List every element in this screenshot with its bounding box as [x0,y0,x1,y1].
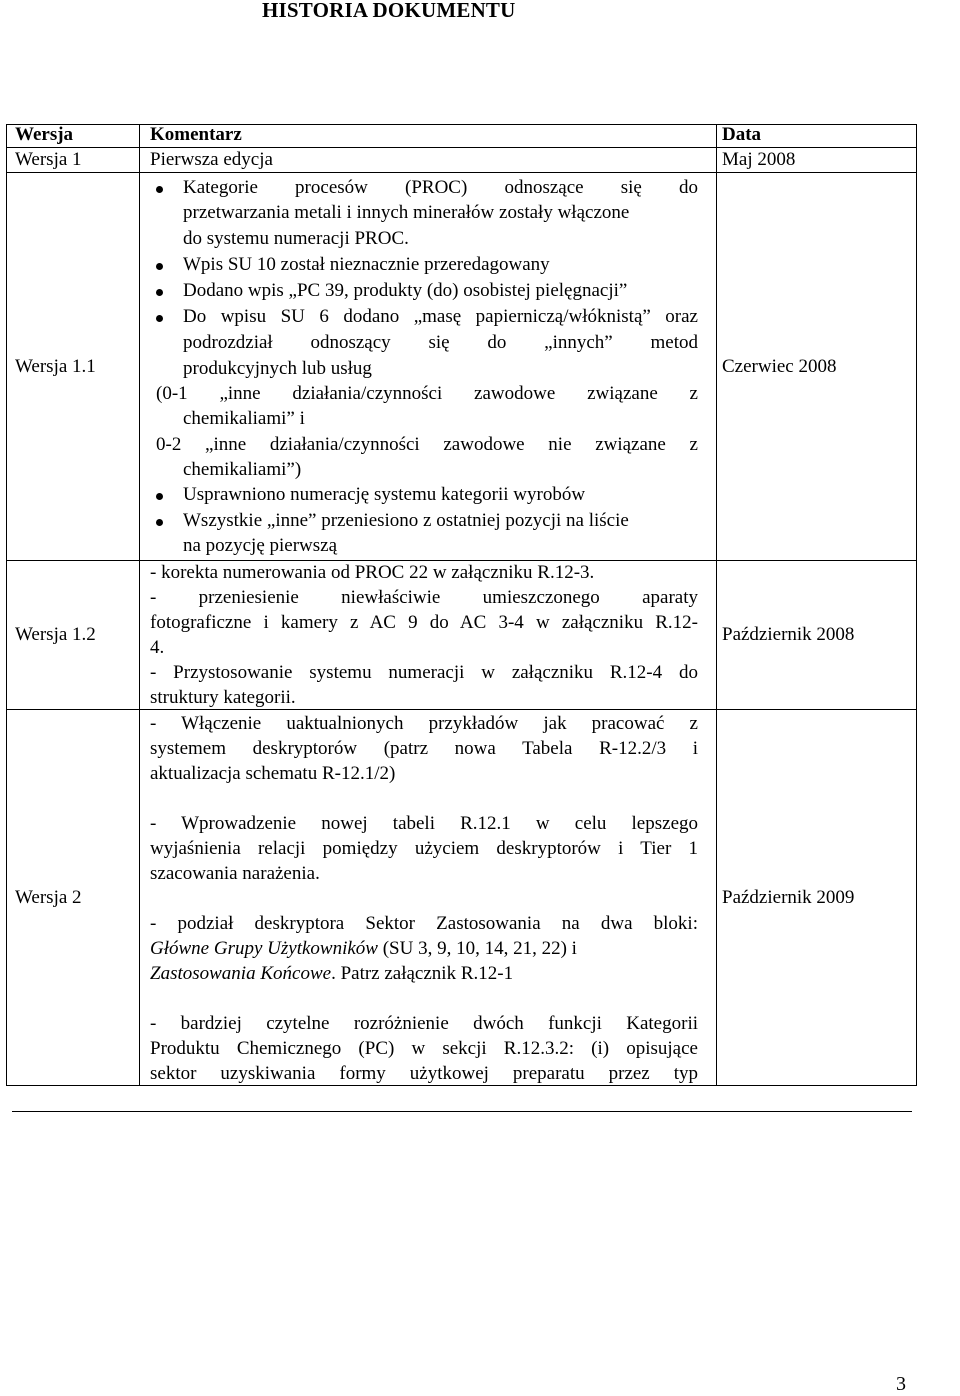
version-cell: Wersja 1.1 [15,356,96,377]
bullet-icon [156,289,163,296]
comment-line: Zastosowania Końcowe. Patrz załącznik R.12-1 [150,963,514,984]
comment-line: - Przystosowanie systemu numeracji w załączniku R.12-4 do [150,662,698,683]
date-cell: Październik 2008 [722,624,855,645]
comment-line: wyjaśnienia relacji pomiędzy użyciem deskryptorów i Tier 1 [150,838,698,859]
date-cell: Październik 2009 [722,887,855,908]
comment-line: szacowania narażenia. [150,863,320,884]
bullet-icon [156,263,163,270]
comment-line: na pozycję pierwszą [183,535,338,556]
comment-line: Pierwsza edycja [150,149,273,170]
comment-line: sektor uzyskiwania formy użytkowej preparatu przez typ [150,1063,698,1084]
bullet-icon [156,186,163,193]
comment-line: Do wpisu SU 6 dodano „masę papierniczą/włóknistą” oraz [183,306,698,327]
date-cell: Czerwiec 2008 [722,356,837,377]
comment-line: Usprawniono numerację systemu kategorii wyrobów [183,484,586,505]
header-date: Data [722,124,762,145]
comment-line: - bardziej czytelne rozróżnienie dwóch funkcji Kategorii [150,1013,698,1034]
table-rule [716,124,717,1086]
comment-line: aktualizacja schematu R-12.1/2) [150,763,396,784]
comment-line: fotograficzne i kamery z AC 9 do AC 3-4 w załączniku R.12- [150,612,698,633]
comment-line: Wszystkie „inne” przeniesiono z ostatniej pozycji na liście [183,510,629,531]
bullet-icon [156,315,163,322]
comment-line: Wpis SU 10 został nieznacznie przeredagowany [183,254,550,275]
header-version: Wersja [15,124,74,145]
bullet-icon [156,519,163,526]
comment-line: 0-2 „inne działania/czynności zawodowe nie związane z [156,434,698,455]
table-rule [139,124,140,1086]
comment-line: Kategorie procesów (PROC) odnoszące się do [183,177,698,198]
page-title: HISTORIA DOKUMENTU [262,0,516,22]
comment-line: Główne Grupy Użytkowników (SU 3, 9, 10, 14, 21, 22) i [150,938,577,959]
comment-line: Produktu Chemicznego (PC) w sekcji R.12.3.2: (i) opisujące [150,1038,698,1059]
comment-line: - podział deskryptora Sektor Zastosowania na dwa bloki: [150,913,698,934]
table-rule [6,124,917,125]
table-rule [6,124,7,1086]
comment-line: produkcyjnych lub usług [183,358,372,379]
table-rule [916,124,917,1086]
comment-line: - korekta numerowania od PROC 22 w załączniku R.12-3. [150,562,595,583]
version-cell: Wersja 1.2 [15,624,96,645]
comment-line: do systemu numeracji PROC. [183,228,409,249]
comment-line: 4. [150,637,165,658]
comment-line: (0-1 „inne działania/czynności zawodowe związane z [156,383,698,404]
page-number: 3 [896,1373,906,1395]
table-rule [6,709,917,710]
comment-line: chemikaliami”) [183,459,302,480]
header-comment: Komentarz [150,124,242,145]
history-table [6,124,917,1086]
comment-line: struktury kategorii. [150,687,296,708]
date-cell: Maj 2008 [722,149,796,170]
comment-line: Dodano wpis „PC 39, produkty (do) osobistej pielęgnacji” [183,280,628,301]
comment-line: przetwarzania metali i innych minerałów zostały włączone [183,202,630,223]
comment-line: - Wprowadzenie nowej tabeli R.12.1 w celu lepszego [150,813,698,834]
comment-line: chemikaliami” i [183,408,305,429]
comment-line: - Włączenie uaktualnionych przykładów jak pracować z [150,713,698,734]
comment-line: systemem deskryptorów (patrz nowa Tabela R-12.2/3 i [150,738,698,759]
comment-line: podrozdział odnoszący się do „innych” metod [183,332,698,353]
bullet-icon [156,493,163,500]
footnote-divider [12,1111,912,1112]
version-cell: Wersja 2 [15,887,82,908]
version-cell: Wersja 1 [15,149,82,170]
comment-line: - przeniesienie niewłaściwie umieszczonego aparaty [150,587,698,608]
